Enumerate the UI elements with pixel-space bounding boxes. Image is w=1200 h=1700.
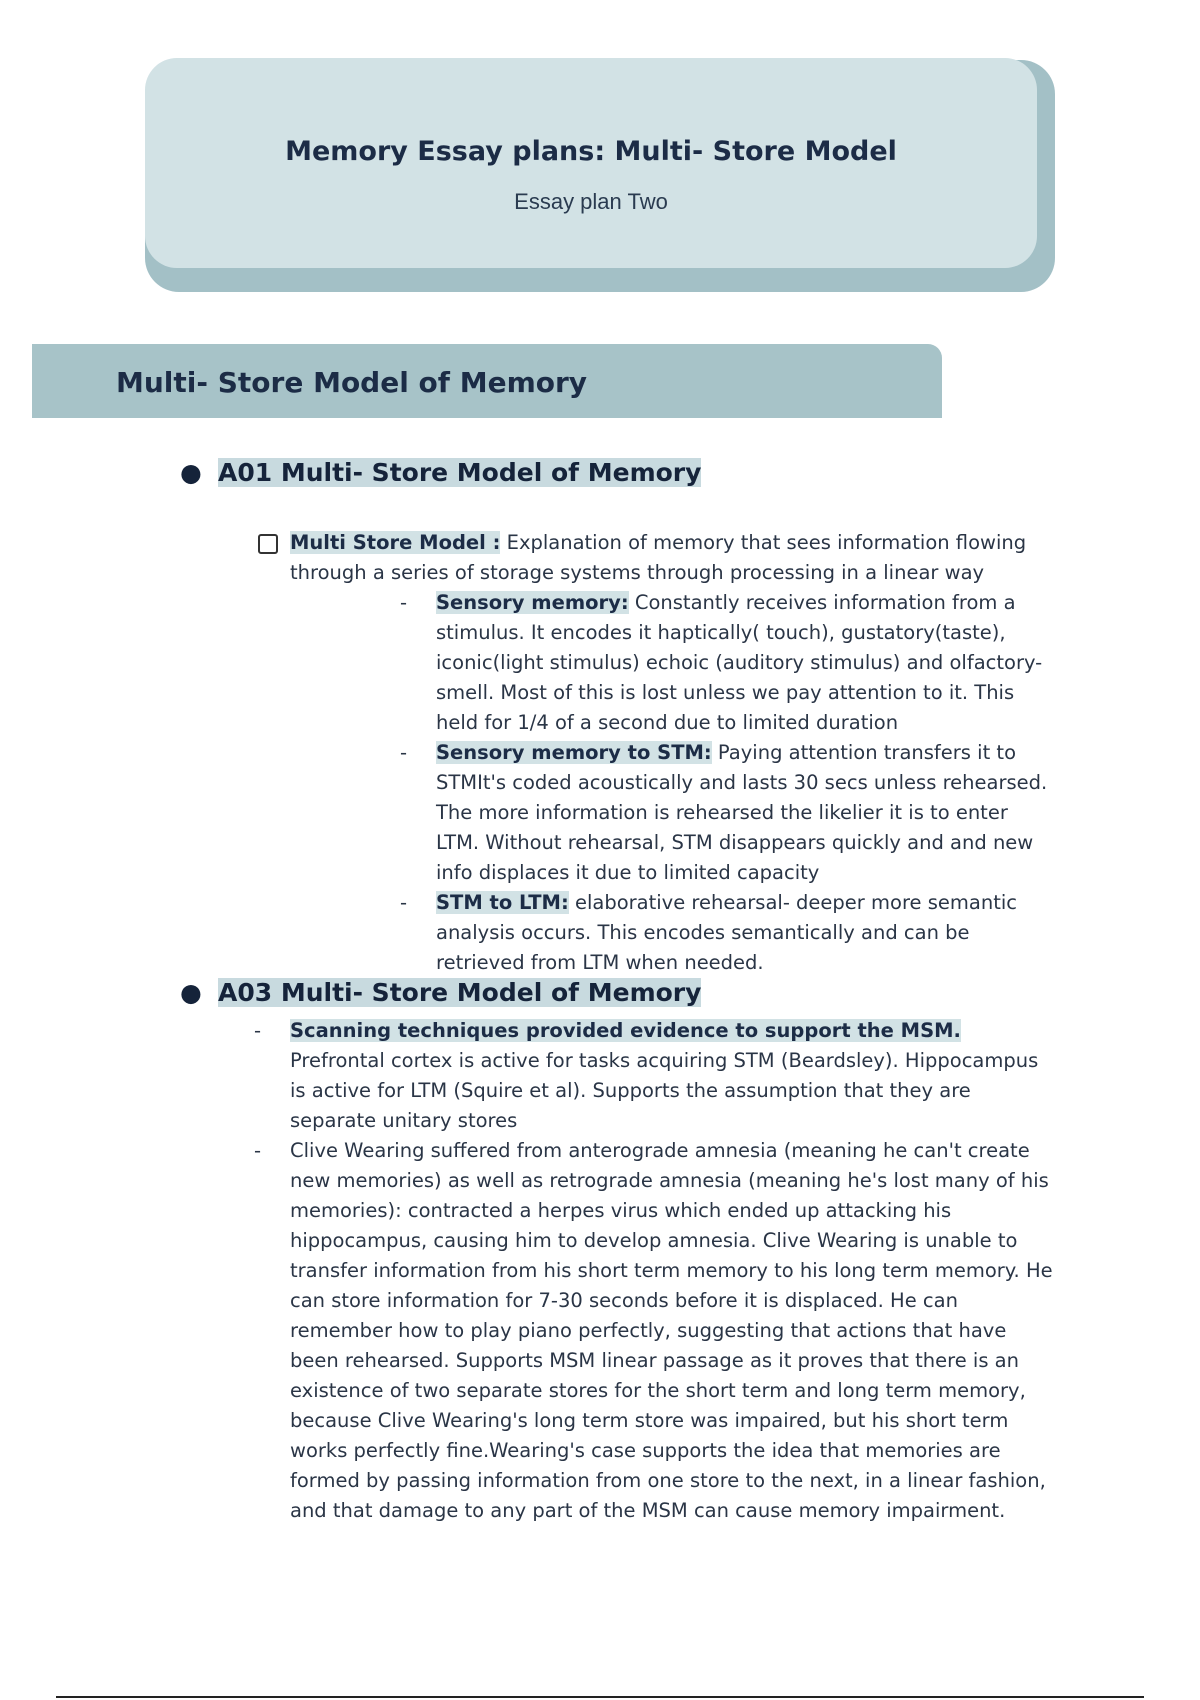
footer-rule bbox=[56, 1696, 1144, 1698]
dash-marker: - bbox=[254, 1019, 262, 1042]
list-item bbox=[254, 1136, 1060, 1526]
a01-sub-list bbox=[400, 588, 1056, 978]
list-item-text: Clive Wearing suffered from anterograde amnesia (meaning he can't create new memories) as well as retrograde amnesia (meaning he's lost many of his memories): contracted a herpes virus which ended up attacking his hippocampus, causing him to develop amnesia. Clive Wearing is unable to transfer information from his short term memory to his long term memory. He can store information for 7-30 seconds before it is displaced. He can remember how to play piano perfectly, suggesting that actions that have been rehearsed. Supports MSM linear passage as it proves that there is an existence of two separate stores for the short term and long term memory, because Clive Wearing's long term store was impaired, but his short term works perfectly fine.Wearing's case supports the idea that memories are formed by passing information from one store to the next, in a linear fashion, and that damage to any part of the MSM can cause memory impairment. bbox=[290, 1139, 1053, 1522]
title-card bbox=[145, 58, 1037, 268]
document-title: Memory Essay plans: Multi- Store Model bbox=[285, 136, 897, 167]
a03-list bbox=[254, 1016, 1060, 1526]
list-item-text: Paying attention transfers it to STMIt's coded acoustically and lasts 30 secs unless rehearsed. The more information is rehearsed the likelier it is to enter LTM. Without rehearsal, STM disappears quickly and and new info displaces it due to limited capacity bbox=[436, 741, 1048, 884]
a03-heading-text: A03 Multi- Store Model of Memory bbox=[218, 978, 702, 1007]
list-item-text: elaborative rehearsal- deeper more semantic analysis occurs. This encodes semantically and can be retrieved from LTM when needed. bbox=[436, 891, 1017, 974]
list-item bbox=[254, 1016, 1060, 1136]
list-item-text: Constantly receives information from a stimulus. It encodes it haptically( touch), gustatory(taste), iconic(light stimulus) echoic (auditory stimulus) and olfactory- smell. Most of this is lost unless we pay attention to it. This held for 1/4 of a second due to limited duration bbox=[436, 591, 1043, 734]
a01-heading bbox=[180, 458, 701, 487]
list-item-term: STM to LTM: bbox=[436, 891, 569, 914]
list-item-text: Prefrontal cortex is active for tasks acquiring STM (Beardsley). Hippocampus is active for LTM (Squire et al). Supports the assumption that they are separate unitary stores bbox=[290, 1049, 1039, 1132]
checkbox-description: Explanation of memory that sees information flowing through a series of storage systems through processing in a linear way bbox=[290, 531, 1027, 584]
list-item bbox=[400, 588, 1056, 738]
a03-heading bbox=[180, 978, 701, 1007]
list-item-term: Sensory memory: bbox=[436, 591, 629, 614]
document-subtitle: Essay plan Two bbox=[514, 189, 668, 214]
dash-marker: - bbox=[400, 891, 408, 914]
a01-heading-text: A01 Multi- Store Model of Memory bbox=[218, 458, 702, 487]
dash-marker: - bbox=[400, 591, 408, 614]
list-item-term: Sensory memory to STM: bbox=[436, 741, 712, 764]
dash-marker: - bbox=[254, 1139, 262, 1162]
list-item-lead: Scanning techniques provided evidence to support the MSM. bbox=[290, 1019, 961, 1042]
section-heading: Multi- Store Model of Memory bbox=[116, 366, 588, 399]
list-item bbox=[400, 888, 1056, 978]
list-item bbox=[400, 738, 1056, 888]
bullet-icon: ● bbox=[180, 458, 202, 487]
checkbox-term: Multi Store Model : bbox=[290, 531, 501, 554]
checkbox-icon[interactable] bbox=[258, 534, 278, 554]
dash-marker: - bbox=[400, 741, 408, 764]
checkbox-item bbox=[258, 528, 1058, 588]
section-banner bbox=[32, 344, 942, 418]
bullet-icon: ● bbox=[180, 978, 202, 1007]
checkbox-text bbox=[290, 528, 1058, 588]
